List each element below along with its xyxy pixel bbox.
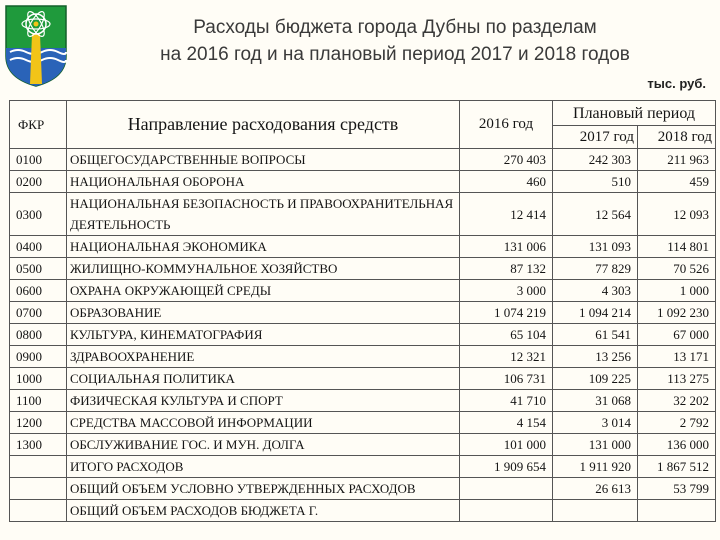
direction-name: ЖИЛИЩНО-КОММУНАЛЬНОЕ ХОЗЯЙСТВО	[67, 258, 460, 280]
direction-name: НАЦИОНАЛЬНАЯ БЕЗОПАСНОСТЬ И ПРАВООХРАНИТЕЛЬНАЯ ДЕЯТЕЛЬНОСТЬ	[67, 193, 460, 236]
value-2018: 2 792	[638, 412, 716, 434]
page-title	[75, 14, 715, 68]
value-2018: 12 093	[638, 193, 716, 236]
value-2016: 3 000	[460, 280, 553, 302]
conditional-row	[10, 478, 716, 500]
table-row	[10, 171, 716, 193]
fkr-code	[10, 500, 67, 522]
overall-name: ОБЩИЙ ОБЪЕМ РАСХОДОВ БЮДЖЕТА Г.	[67, 500, 460, 522]
value-2016: 12 414	[460, 193, 553, 236]
city-emblem	[4, 4, 68, 88]
value-2017: 31 068	[553, 390, 638, 412]
table-row	[10, 368, 716, 390]
table-row	[10, 236, 716, 258]
fkr-code: 0500	[10, 258, 67, 280]
budget-table	[9, 100, 716, 522]
overall-value-2016	[460, 500, 553, 522]
value-2016: 1 074 219	[460, 302, 553, 324]
value-2018: 211 963	[638, 149, 716, 171]
fkr-code	[10, 456, 67, 478]
total-row	[10, 456, 716, 478]
direction-name: СОЦИАЛЬНАЯ ПОЛИТИКА	[67, 368, 460, 390]
value-2017: 1 094 214	[553, 302, 638, 324]
value-2017: 77 829	[553, 258, 638, 280]
total-name: ИТОГО РАСХОДОВ	[67, 456, 460, 478]
header-direction: Направление расходования средств	[67, 101, 460, 149]
value-2016: 270 403	[460, 149, 553, 171]
value-2017: 510	[553, 171, 638, 193]
fkr-code: 0800	[10, 324, 67, 346]
header-2018: 2018 год	[638, 126, 716, 149]
conditional-value-2016	[460, 478, 553, 500]
fkr-code: 0400	[10, 236, 67, 258]
value-2016: 41 710	[460, 390, 553, 412]
value-2017: 242 303	[553, 149, 638, 171]
fkr-code	[10, 478, 67, 500]
direction-name: ЗДРАВООХРАНЕНИЕ	[67, 346, 460, 368]
value-2018: 67 000	[638, 324, 716, 346]
fkr-code: 0100	[10, 149, 67, 171]
title-line-2: на 2016 год и на плановый период 2017 и 2018 годов	[160, 44, 630, 65]
direction-name: ОБРАЗОВАНИЕ	[67, 302, 460, 324]
fkr-code: 1300	[10, 434, 67, 456]
units-label: тыс. руб.	[647, 76, 706, 91]
table-row	[10, 258, 716, 280]
fkr-code: 1100	[10, 390, 67, 412]
value-2016: 106 731	[460, 368, 553, 390]
direction-name: СРЕДСТВА МАССОВОЙ ИНФОРМАЦИИ	[67, 412, 460, 434]
value-2018: 70 526	[638, 258, 716, 280]
overall-value-2018	[638, 500, 716, 522]
fkr-code: 0200	[10, 171, 67, 193]
value-2016: 4 154	[460, 412, 553, 434]
total-value-2018: 1 867 512	[638, 456, 716, 478]
value-2016: 460	[460, 171, 553, 193]
conditional-value-2018: 53 799	[638, 478, 716, 500]
table-row	[10, 434, 716, 456]
direction-name: КУЛЬТУРА, КИНЕМАТОГРАФИЯ	[67, 324, 460, 346]
direction-name: НАЦИОНАЛЬНАЯ ОБОРОНА	[67, 171, 460, 193]
header-2017: 2017 год	[553, 126, 638, 149]
table-row	[10, 302, 716, 324]
direction-name: ОБЩЕГОСУДАРСТВЕННЫЕ ВОПРОСЫ	[67, 149, 460, 171]
table-row	[10, 149, 716, 171]
total-value-2017: 1 911 920	[553, 456, 638, 478]
value-2016: 12 321	[460, 346, 553, 368]
conditional-name: ОБЩИЙ ОБЪЕМ УСЛОВНО УТВЕРЖДЕННЫХ РАСХОДОВ	[67, 478, 460, 500]
table-row	[10, 280, 716, 302]
value-2017: 109 225	[553, 368, 638, 390]
value-2018: 13 171	[638, 346, 716, 368]
title-line-1: Расходы бюджета города Дубны по разделам	[193, 17, 597, 38]
table-body	[10, 149, 716, 522]
value-2017: 4 303	[553, 280, 638, 302]
fkr-code: 0900	[10, 346, 67, 368]
value-2017: 61 541	[553, 324, 638, 346]
value-2017: 131 093	[553, 236, 638, 258]
fkr-code: 1000	[10, 368, 67, 390]
direction-name: ОБСЛУЖИВАНИЕ ГОС. И МУН. ДОЛГА	[67, 434, 460, 456]
direction-name: НАЦИОНАЛЬНАЯ ЭКОНОМИКА	[67, 236, 460, 258]
value-2018: 32 202	[638, 390, 716, 412]
table-row	[10, 412, 716, 434]
direction-name: ОХРАНА ОКРУЖАЮЩЕЙ СРЕДЫ	[67, 280, 460, 302]
value-2017: 3 014	[553, 412, 638, 434]
value-2016: 101 000	[460, 434, 553, 456]
value-2017: 12 564	[553, 193, 638, 236]
table-row	[10, 346, 716, 368]
direction-name: ФИЗИЧЕСКАЯ КУЛЬТУРА И СПОРТ	[67, 390, 460, 412]
overall-row	[10, 500, 716, 522]
table-row	[10, 324, 716, 346]
value-2018: 136 000	[638, 434, 716, 456]
table-row	[10, 390, 716, 412]
fkr-code: 0300	[10, 193, 67, 236]
table-row	[10, 193, 716, 236]
value-2018: 1 092 230	[638, 302, 716, 324]
value-2018: 459	[638, 171, 716, 193]
value-2016: 131 006	[460, 236, 553, 258]
value-2018: 114 801	[638, 236, 716, 258]
fkr-code: 0700	[10, 302, 67, 324]
value-2018: 1 000	[638, 280, 716, 302]
overall-value-2017	[553, 500, 638, 522]
fkr-code: 0600	[10, 280, 67, 302]
value-2017: 131 000	[553, 434, 638, 456]
header-row	[10, 101, 716, 126]
total-value-2016: 1 909 654	[460, 456, 553, 478]
fkr-code: 1200	[10, 412, 67, 434]
value-2017: 13 256	[553, 346, 638, 368]
header-plan-period: Плановый период	[553, 101, 716, 126]
header-fkr: ФКР	[10, 101, 67, 149]
value-2016: 65 104	[460, 324, 553, 346]
value-2018: 113 275	[638, 368, 716, 390]
header-2016: 2016 год	[460, 101, 553, 149]
conditional-value-2017: 26 613	[553, 478, 638, 500]
value-2016: 87 132	[460, 258, 553, 280]
